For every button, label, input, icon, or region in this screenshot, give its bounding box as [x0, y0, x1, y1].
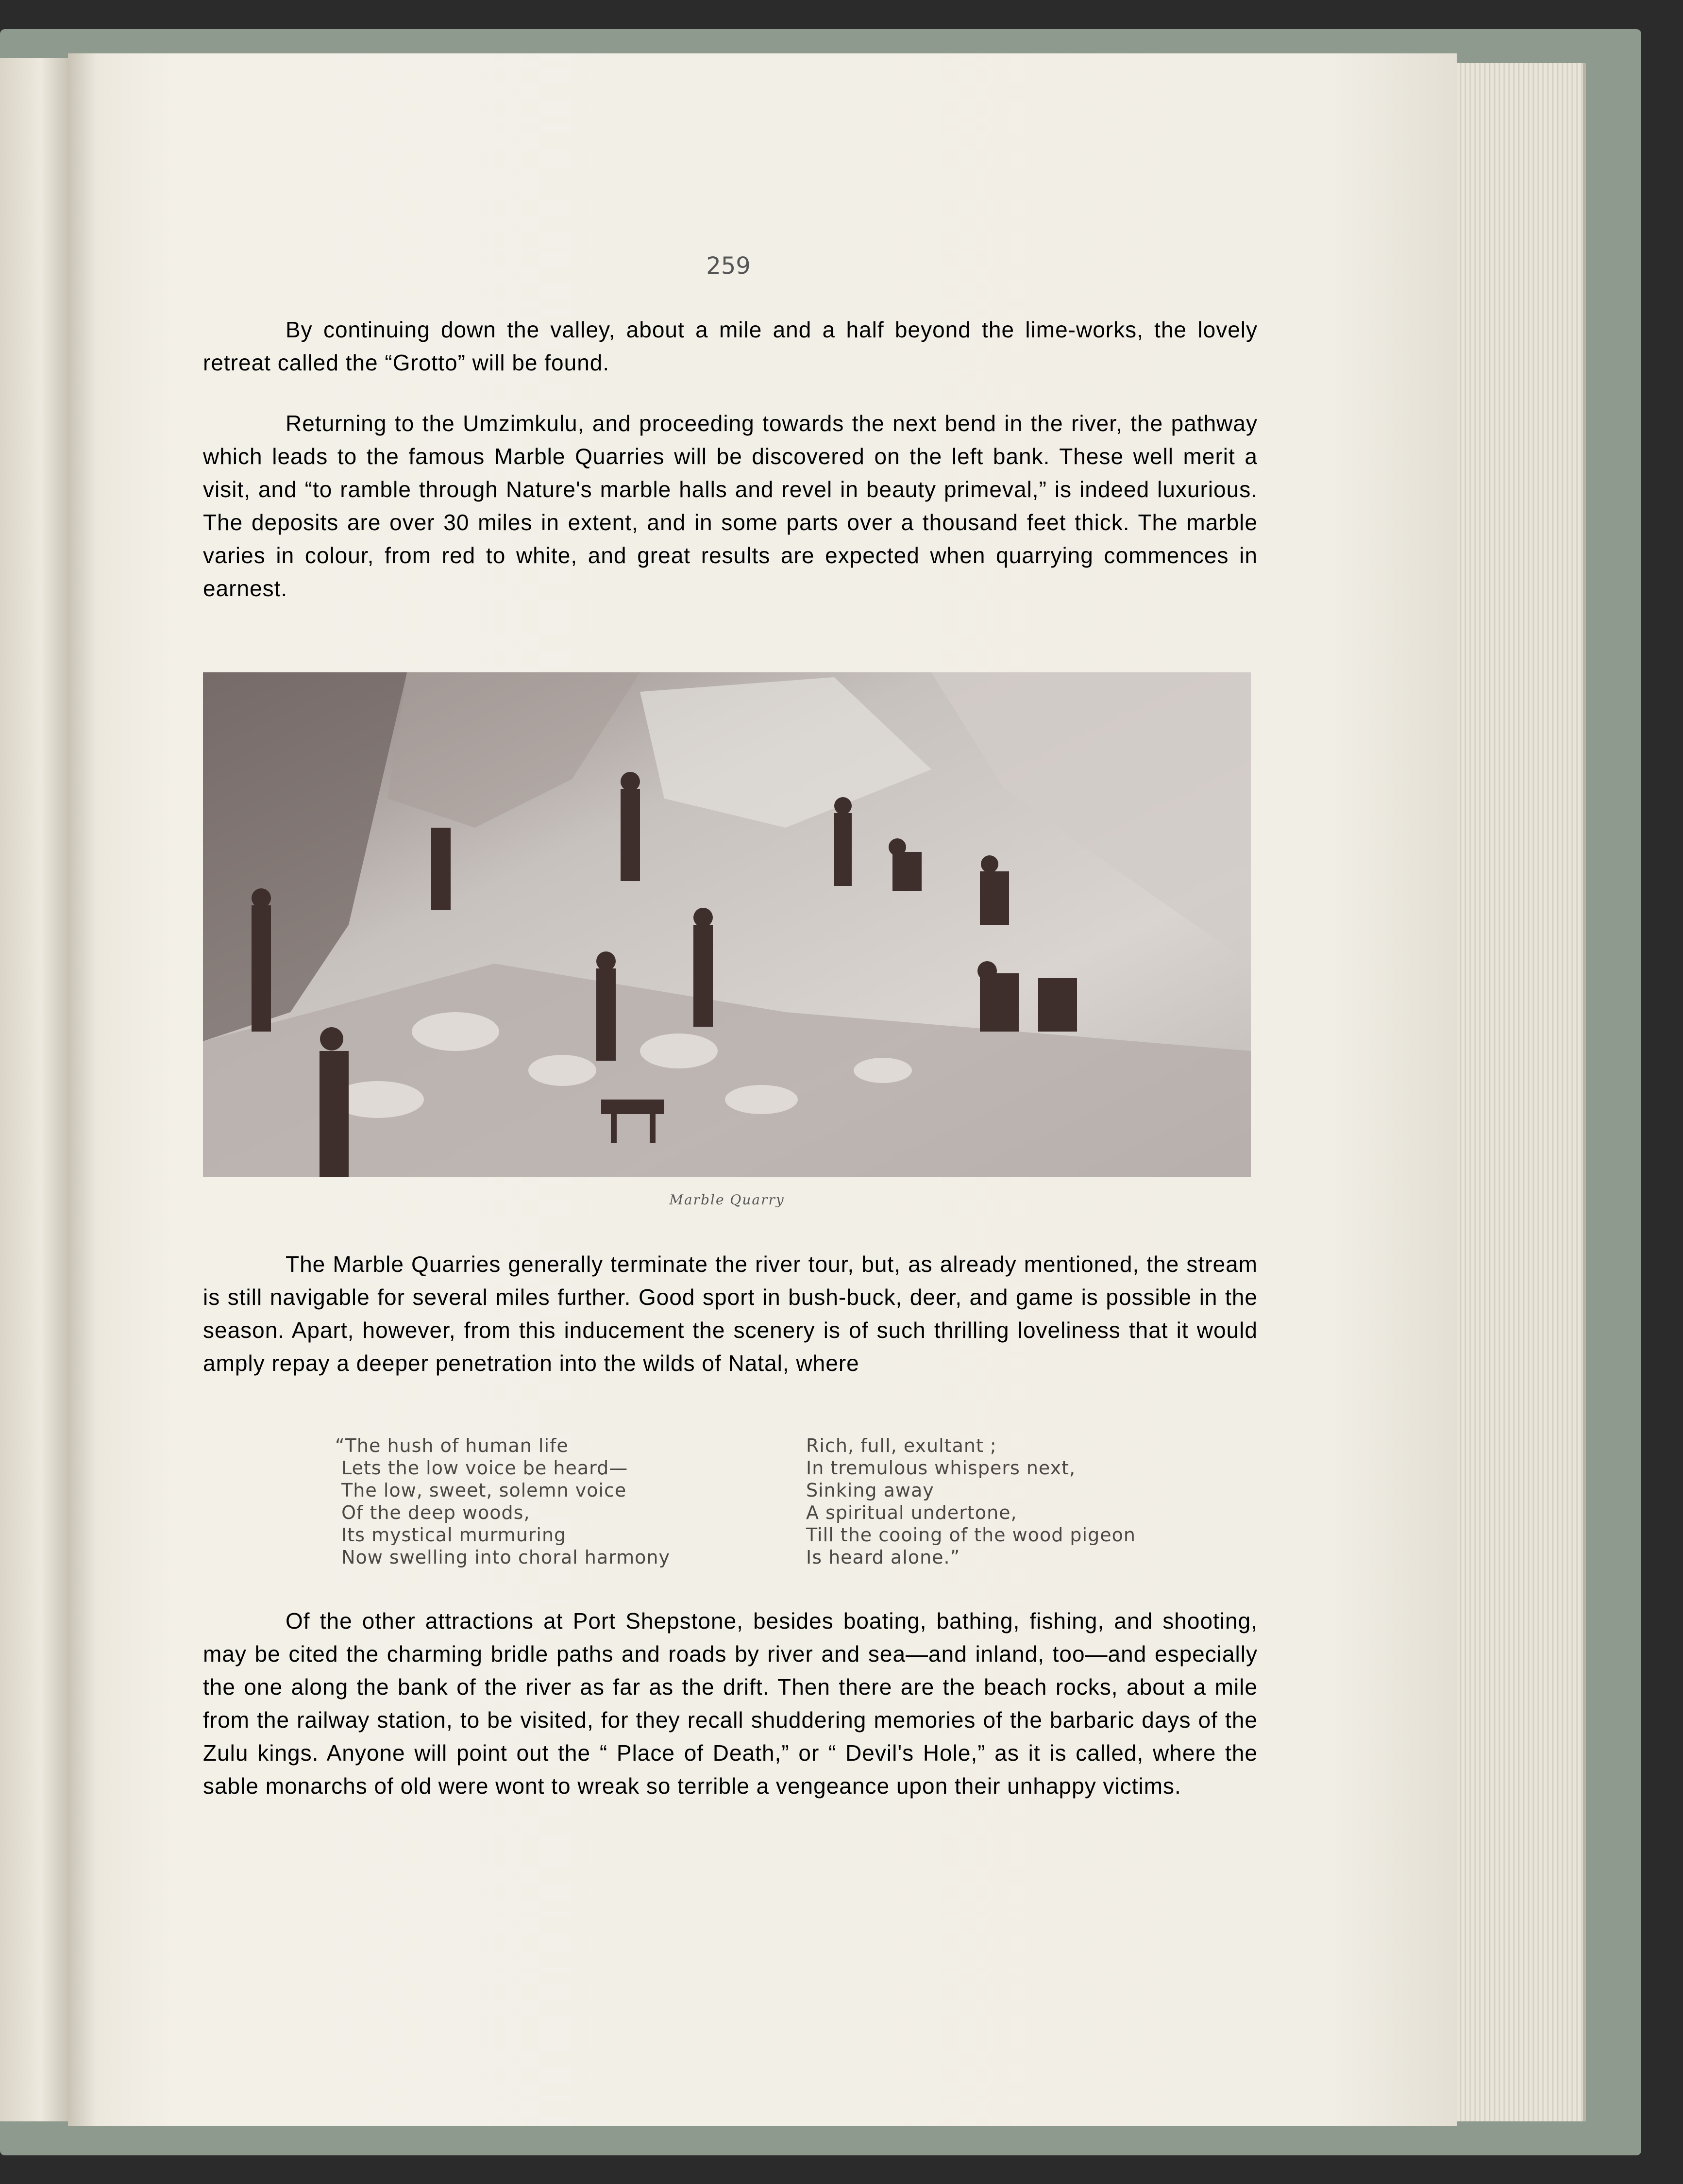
poem-line: Its mystical murmuring	[335, 1524, 567, 1546]
poem-line: Sinking away	[806, 1480, 934, 1501]
poem-line: In tremulous whispers next,	[806, 1457, 1076, 1479]
paragraph-grotto: By continuing down the valley, about a mile and a half beyond the lime-works, the lovely retreat called the “Grotto” will be found.	[203, 317, 1258, 375]
poem-line: “The hush of human life	[335, 1435, 569, 1456]
poem-line: Of the deep woods,	[335, 1502, 530, 1523]
marble-quarry-photo	[203, 672, 1251, 1177]
poem-left-column	[335, 1434, 670, 1568]
page-number: 259	[706, 252, 751, 280]
poem-line: Now swelling into choral harmony	[335, 1547, 670, 1568]
poem-line: Rich, full, exultant ;	[806, 1435, 997, 1456]
page-stack-edge	[1457, 63, 1586, 2121]
paragraph-river-tour: The Marble Quarries generally terminate the river tour, but, as already mentioned, the stream is still navigable for several miles further. Good sport in bush-buck, deer, and game is possible in the season. Apart, however, from this inducement the scenery is of such thrilling loveliness that it would amply repay a deeper penetration into the wilds of Natal, where	[203, 1251, 1258, 1376]
poem-line: The low, sweet, solemn voice	[335, 1480, 627, 1501]
poem-line: A spiritual undertone,	[806, 1502, 1017, 1523]
photo-caption: Marble Quarry	[669, 1192, 785, 1208]
quarry-illustration	[203, 672, 1251, 1177]
poem-line: Lets the low voice be heard—	[335, 1457, 628, 1479]
poem-right-column	[806, 1434, 1136, 1568]
left-page-edge	[0, 58, 68, 2121]
paragraph-marble-quarries: Returning to the Umzimkulu, and proceeding towards the next bend in the river, the pathway which leads to the famous Marble Quarries will be discovered on the left bank. These well merit a visit, and “to ramble through Nature's marble halls and revel in beauty primeval,” is indeed luxurious. The deposits are over 30 miles in extent, and in some parts over a thousand feet thick. The marble varies in colour, from red to white, and great results are expected when quarrying commences in earnest.	[203, 411, 1258, 601]
poem-line: Is heard alone.”	[806, 1547, 960, 1568]
paragraph-port-shepstone: Of the other attractions at Port Shepstone, besides boating, bathing, fishing, and shooting, may be cited the charming bridle paths and roads by river and sea—and inland, too—and especially the one along the bank of the river as far as the drift. Then there are the beach rocks, about a mile from the railway station, to be visited, for they recall shuddering memories of the barbaric days of the Zulu kings. Anyone will point out the “ Place of Death,” or “ Devil's Hole,” as it is called, where the sable monarchs of old were wont to wreak so terrible a vengeance upon their unhappy victims.	[203, 1608, 1258, 1799]
poem-line: Till the cooing of the wood pigeon	[806, 1524, 1136, 1546]
